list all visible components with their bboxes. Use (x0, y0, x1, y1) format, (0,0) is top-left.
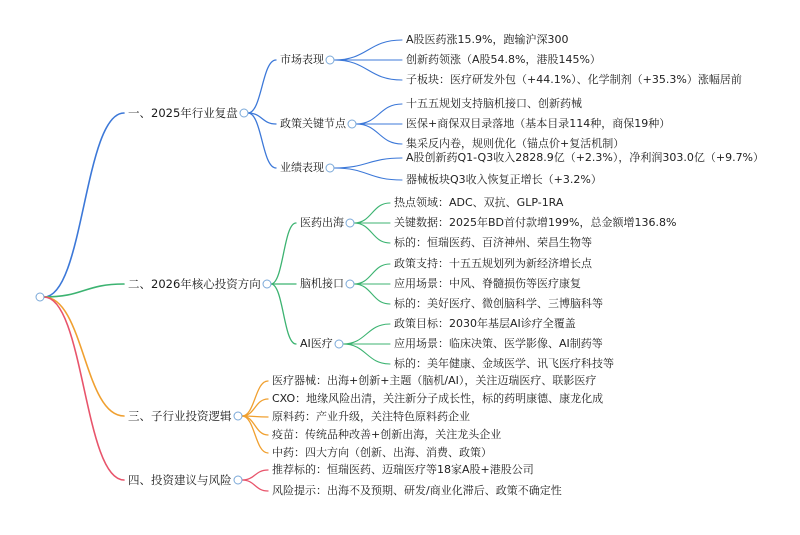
branch-node-2[interactable] (263, 280, 272, 289)
leaf-label-1-1-1[interactable]: A股医药涨15.9%，跑输沪深300 (406, 33, 569, 46)
branch-label-4[interactable]: 四、投资建议与风险 (128, 473, 232, 487)
topic-label-4-1[interactable]: 推荐标的：恒瑞医药、迈瑞医疗等18家A股+港股公司 (272, 463, 534, 476)
topic-node-2-2[interactable] (346, 280, 355, 289)
topic-label-4-2[interactable]: 风险提示：出海不及预期、研发/商业化滞后、政策不确定性 (272, 484, 562, 497)
branch-node-4[interactable] (234, 476, 243, 485)
leaf-label-2-3-2[interactable]: 应用场景：临床决策、医学影像、AI制药等 (394, 337, 603, 350)
topic-node-1-1[interactable] (326, 56, 335, 65)
topic-label-3-2[interactable]: CXO：地缘风险出清，关注新分子成长性，标的药明康德、康龙化成 (272, 392, 604, 405)
leaf-label-1-1-2[interactable]: 创新药领涨（A股54.8%，港股145%） (406, 53, 601, 66)
leaf-label-1-3-1[interactable]: A股创新药Q1-Q3收入2828.9亿（+2.3%），净利润303.0亿（+9.7%） (406, 151, 765, 164)
topic-node-1-3[interactable] (326, 164, 335, 173)
topic-label-3-4[interactable]: 疫苗：传统品种改善+创新出海，关注龙头企业 (272, 428, 502, 441)
topic-label-1-2[interactable]: 政策关键节点 (280, 117, 346, 130)
topic-node-1-2[interactable] (348, 120, 357, 129)
branch-label-3[interactable]: 三、子行业投资逻辑 (128, 409, 232, 423)
mindmap-root-node[interactable] (36, 293, 45, 302)
leaf-label-2-2-1[interactable]: 政策支持：十五五规划列为新经济增长点 (394, 257, 592, 270)
topic-label-3-5[interactable]: 中药：四大方向（创新、出海、消费、政策） (272, 446, 492, 459)
leaf-label-2-3-1[interactable]: 政策目标：2030年基层AI诊疗全覆盖 (394, 317, 576, 330)
topic-node-2-1[interactable] (346, 219, 355, 228)
leaf-label-1-2-2[interactable]: 医保+商保双目录落地（基本目录114种，商保19种） (406, 117, 671, 130)
topic-label-3-3[interactable]: 原料药：产业升级，关注特色原料药企业 (272, 410, 470, 423)
topic-label-1-3[interactable]: 业绩表现 (280, 161, 324, 174)
topic-label-2-3[interactable]: AI医疗 (300, 337, 333, 350)
leaf-label-1-3-2[interactable]: 器械板块Q3收入恢复正增长（+3.2%） (406, 173, 602, 186)
topic-label-2-1[interactable]: 医药出海 (300, 216, 344, 229)
leaf-label-1-2-1[interactable]: 十五五规划支持脑机接口、创新药械 (406, 97, 582, 110)
leaf-label-1-1-3[interactable]: 子板块：医疗研发外包（+44.1%）、化学制剂（+35.3%）涨幅居前 (406, 73, 742, 86)
branch-label-1[interactable]: 一、2025年行业复盘 (128, 106, 238, 120)
topic-label-3-1[interactable]: 医疗器械：出海+创新+主题（脑机/AI），关注迈瑞医疗、联影医疗 (272, 374, 597, 387)
leaf-label-2-1-2[interactable]: 关键数据：2025年BD首付款增199%，总金额增136.8% (394, 216, 677, 229)
topic-label-1-1[interactable]: 市场表现 (280, 53, 324, 66)
branch-node-1[interactable] (240, 109, 249, 118)
branch-node-3[interactable] (234, 412, 243, 421)
leaf-label-2-1-1[interactable]: 热点领域：ADC、双抗、GLP-1RA (394, 196, 564, 209)
leaf-label-1-2-3[interactable]: 集采反内卷，规则优化（锚点价+复活机制） (406, 137, 625, 150)
leaf-label-2-2-2[interactable]: 应用场景：中风、脊髓损伤等医疗康复 (394, 277, 581, 290)
branch-label-2[interactable]: 二、2026年核心投资方向 (128, 277, 261, 291)
leaf-label-2-2-3[interactable]: 标的：美好医疗、微创脑科学、三博脑科等 (394, 297, 603, 310)
leaf-label-2-1-3[interactable]: 标的：恒瑞医药、百济神州、荣昌生物等 (394, 236, 592, 249)
topic-label-2-2[interactable]: 脑机接口 (300, 277, 344, 290)
leaf-label-2-3-3[interactable]: 标的：美年健康、金域医学、讯飞医疗科技等 (394, 357, 614, 370)
topic-node-2-3[interactable] (335, 340, 344, 349)
